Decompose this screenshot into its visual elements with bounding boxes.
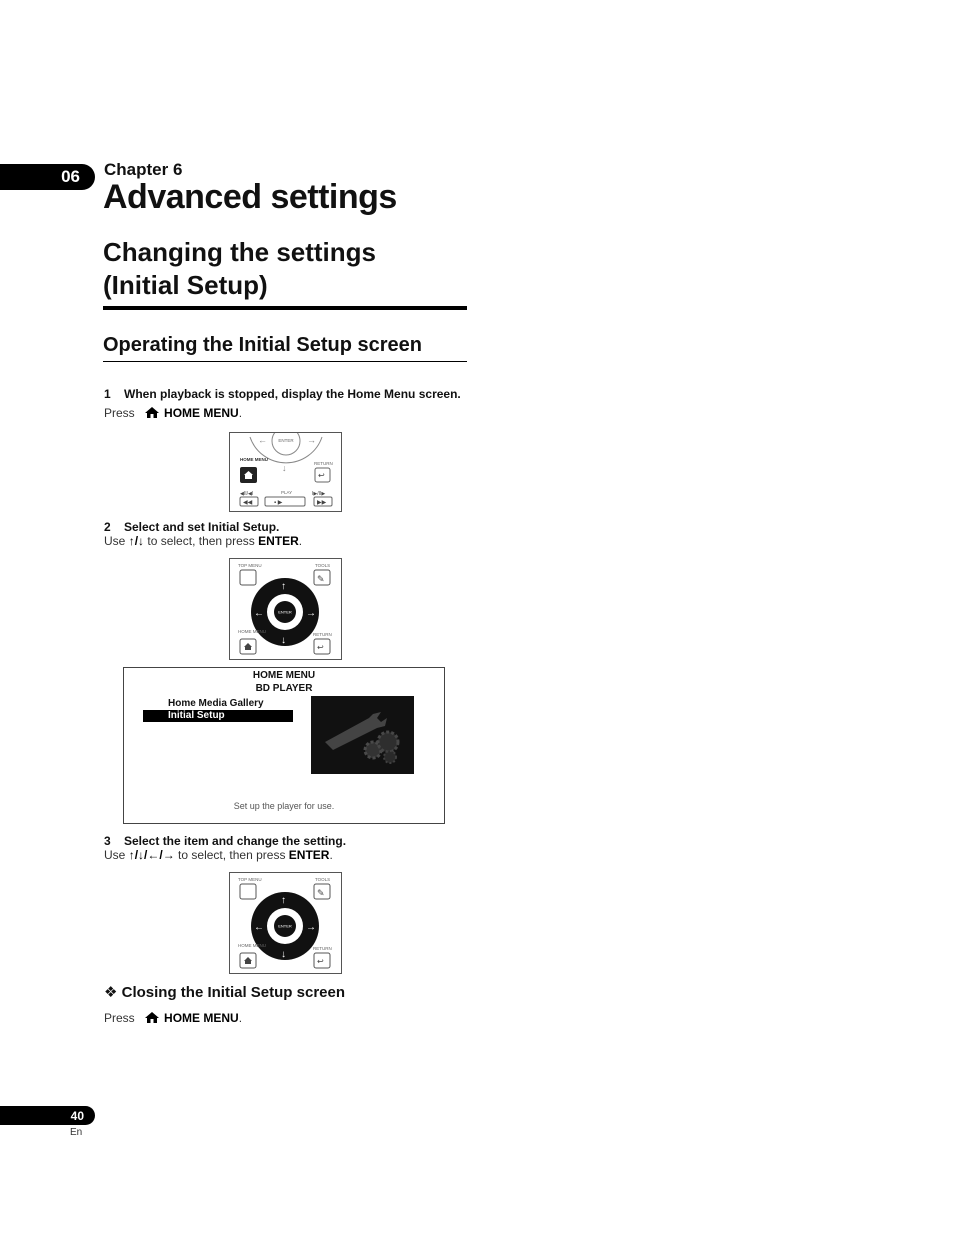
top-menu-button bbox=[240, 884, 256, 899]
return-icon: ↩ bbox=[317, 957, 324, 966]
home-menu-screen bbox=[123, 667, 445, 824]
instruction-pre: Use bbox=[104, 534, 126, 548]
menu-item-label: Home Media Gallery bbox=[168, 698, 264, 709]
play-text: PLAY bbox=[281, 490, 293, 495]
menu-item-label: Initial Setup bbox=[168, 710, 225, 721]
diamond-bullet-icon: ❖ bbox=[104, 984, 118, 1001]
subsection-rule bbox=[103, 361, 467, 362]
top-menu-text: TOP MENU bbox=[238, 563, 262, 568]
top-menu-button bbox=[240, 570, 256, 585]
skip-forward-icon: I▶/II▶ bbox=[312, 491, 326, 497]
instruction-pre: Press bbox=[104, 1011, 135, 1026]
return-text: RETURN bbox=[313, 632, 332, 637]
up-arrow-icon: ↑ bbox=[281, 895, 286, 906]
enter-button-label: ENTER bbox=[288, 848, 330, 862]
instruction-post: . bbox=[238, 406, 243, 421]
enter-label: ENTER bbox=[278, 609, 292, 615]
rewind-icon: ◀◀ bbox=[243, 500, 253, 506]
language-label: En bbox=[70, 1127, 83, 1138]
right-arrow-icon: → bbox=[306, 608, 316, 619]
gear-icon bbox=[384, 751, 396, 763]
section-rule bbox=[103, 306, 467, 310]
page-number-badge bbox=[0, 1106, 95, 1125]
step-text: Select the item and change the setting. bbox=[124, 834, 347, 848]
left-arrow-icon: ← bbox=[254, 608, 264, 619]
home-menu-text: HOME MENU bbox=[240, 457, 268, 462]
home-menu-title: HOME MENU bbox=[252, 670, 316, 681]
step-2-heading bbox=[104, 520, 279, 534]
tools-text: TOOLS bbox=[315, 563, 331, 568]
instruction-pre: Press bbox=[104, 406, 135, 421]
section-title-line1: Changing the settings bbox=[103, 237, 376, 267]
menu-item-home-media-gallery[interactable] bbox=[168, 698, 318, 710]
return-text: RETURN bbox=[313, 946, 332, 951]
home-menu-button-label: HOME MENU bbox=[164, 1011, 239, 1026]
left-arrow-icon: ← bbox=[258, 435, 267, 445]
chapter-tab bbox=[0, 164, 95, 190]
instruction-post: . bbox=[298, 534, 303, 548]
remote-illustration-dpad-1 bbox=[229, 558, 342, 660]
down-arrow-icon: ↓ bbox=[281, 949, 286, 960]
remote-illustration-dpad-2 bbox=[229, 872, 342, 974]
top-menu-text: TOP MENU bbox=[238, 877, 262, 882]
skip-back-icon: ◀II/◀I bbox=[240, 491, 254, 497]
instruction-post: . bbox=[238, 1011, 243, 1026]
home-icon bbox=[144, 406, 160, 422]
play-button bbox=[265, 497, 305, 506]
tools-icon: ✎ bbox=[317, 888, 325, 898]
step-1-instruction bbox=[104, 406, 242, 422]
page-number: 40 bbox=[70, 1108, 84, 1123]
down-arrow-icon: ↓ bbox=[281, 635, 286, 646]
section-title-line2: (Initial Setup) bbox=[103, 270, 268, 300]
fast-forward-icon: ▶▶ bbox=[317, 500, 327, 506]
page-title: Advanced settings bbox=[103, 178, 397, 216]
step-2-instruction bbox=[104, 534, 302, 548]
home-menu-text: HOME MENU bbox=[238, 629, 266, 634]
home-icon bbox=[144, 1011, 160, 1027]
return-text: RETURN bbox=[314, 461, 333, 466]
home-menu-text: HOME MENU bbox=[238, 943, 266, 948]
step-1-heading bbox=[104, 387, 461, 401]
enter-label: ENTER bbox=[278, 923, 292, 929]
step-number: 2 bbox=[104, 520, 111, 534]
enter-label: ENTER bbox=[278, 438, 294, 443]
tools-icon: ✎ bbox=[317, 574, 325, 584]
home-menu-button-label: HOME MENU bbox=[164, 406, 239, 421]
chapter-label: Chapter 6 bbox=[104, 160, 183, 179]
home-menu-caption: Set up the player for use. bbox=[233, 801, 335, 811]
right-arrow-icon: → bbox=[306, 922, 316, 933]
return-icon: ↩ bbox=[318, 471, 325, 480]
tools-text: TOOLS bbox=[315, 877, 331, 882]
section-title bbox=[103, 236, 376, 302]
right-arrow-icon: → bbox=[307, 435, 316, 445]
tools-preview-image bbox=[311, 696, 414, 774]
step-text: Select and set Initial Setup. bbox=[124, 520, 280, 534]
arrow-keys-icon: ↑/↓/←/→ bbox=[128, 848, 175, 862]
instruction-post: . bbox=[329, 848, 333, 862]
left-arrow-icon: ← bbox=[254, 922, 264, 933]
step-number: 3 bbox=[104, 834, 111, 848]
gear-icon bbox=[378, 732, 398, 752]
step-3-instruction bbox=[104, 848, 333, 862]
step-3-heading bbox=[104, 834, 346, 848]
subsection-title: Operating the Initial Setup screen bbox=[103, 334, 422, 356]
step-number: 1 bbox=[104, 387, 111, 401]
instruction-pre: Use bbox=[104, 848, 126, 862]
down-arrow-icon: ↓ bbox=[282, 463, 287, 473]
return-icon: ↩ bbox=[317, 643, 324, 652]
closing-instruction bbox=[104, 1011, 242, 1027]
play-pause-icon: ▪ ▶ bbox=[274, 500, 283, 506]
closing-heading bbox=[104, 983, 345, 1001]
enter-button bbox=[272, 433, 300, 455]
up-arrow-icon: ↑ bbox=[281, 581, 286, 592]
step-text: When playback is stopped, display the Home Menu screen. bbox=[124, 387, 461, 401]
enter-button-label: ENTER bbox=[258, 534, 299, 548]
menu-item-initial-setup[interactable] bbox=[143, 710, 293, 722]
arrow-keys-icon: ↑/↓ bbox=[128, 534, 145, 548]
closing-heading-text: Closing the Initial Setup screen bbox=[121, 984, 345, 1001]
chapter-tab-number: 06 bbox=[61, 167, 80, 186]
instruction-mid: to select, then press bbox=[147, 534, 255, 548]
home-menu-subtitle: BD PLAYER bbox=[255, 683, 313, 694]
instruction-mid: to select, then press bbox=[178, 848, 286, 862]
remote-illustration-home bbox=[229, 432, 342, 512]
